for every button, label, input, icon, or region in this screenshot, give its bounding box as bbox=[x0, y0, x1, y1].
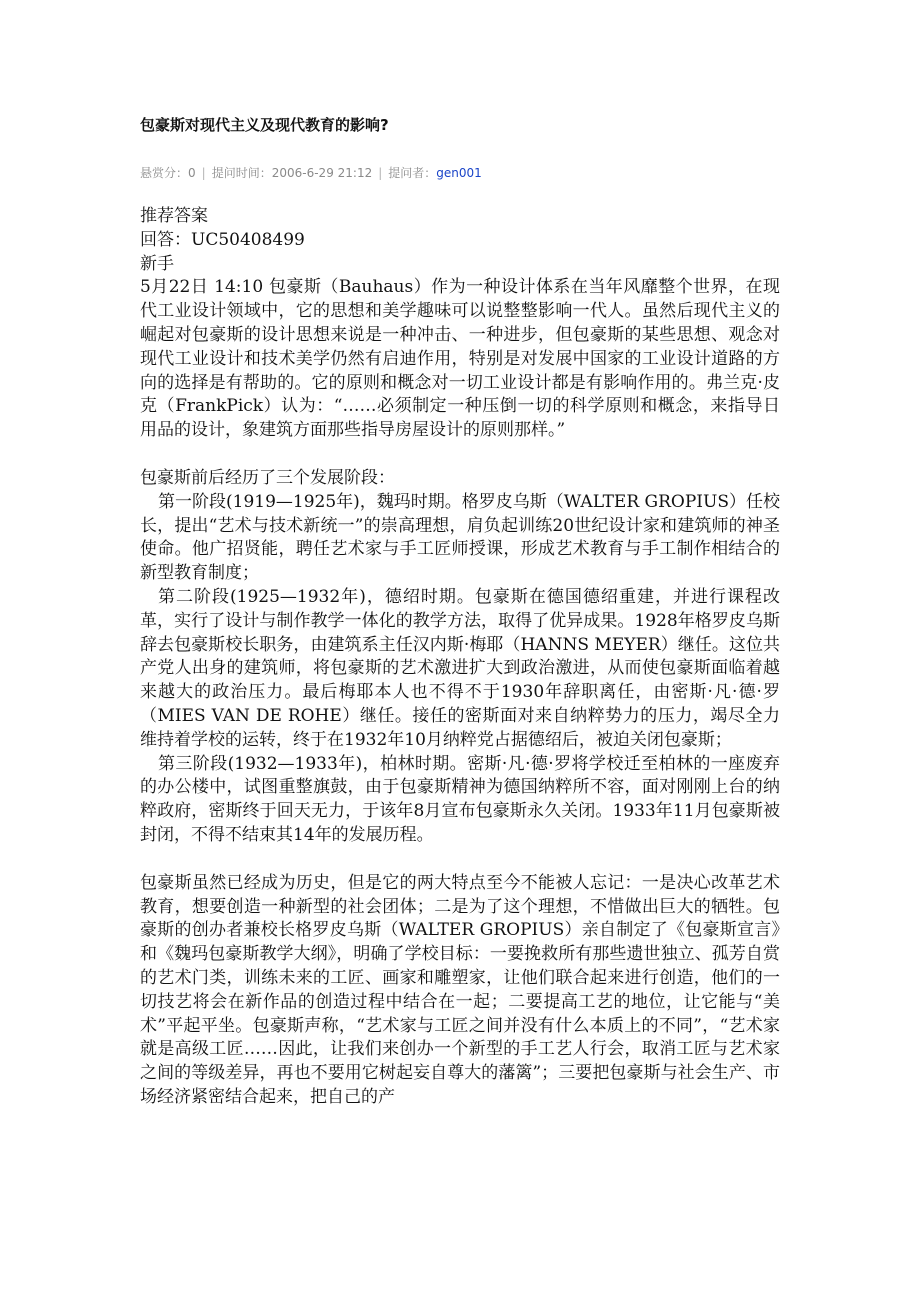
paragraph-gap bbox=[140, 443, 780, 467]
stage-3-paragraph: 第三阶段(1932—1933年)，柏林时期。密斯·凡·德·罗将学校迁至柏林的一座废弃的办公楼中，试图重整旗鼓，由于包豪斯精神为德国纳粹所不容，面对刚刚上台的纳粹政府，密斯终于回天无力，于该年8月宣布包豪斯永久关闭。1933年11月包豪斯被封闭，不得不结束其14年的发展历程。 bbox=[140, 753, 780, 845]
reward-label: 悬赏分： bbox=[140, 166, 189, 180]
meta-separator: | bbox=[201, 166, 206, 180]
question-meta bbox=[140, 164, 482, 181]
legacy-paragraph: 包豪斯虽然已经成为历史，但是它的两大特点至今不能被人忘记：一是决心改革艺术教育，想要创造一种新型的社会团体；二是为了这个理想，不惜做出巨大的牺牲。包豪斯的创办者兼校长格罗皮乌斯（WALTER GROPIUS）亲自制定了《包豪斯宣言》和《魏玛包豪斯教学大纲》，明确了学校目标：一要挽救所有那些遗世独立、孤芳自赏的艺术门类，训练未来的工匠、画家和雕塑家，让他们联合起来进行创造，他们的一切技艺将会在新作品的创造过程中结合在一起；二要提高工艺的地位，让它能与“美术”平起平坐。包豪斯声称，“艺术家与工匠之间并没有什么本质上的不同”，“艺术家就是高级工匠……因此，让我们来创办一个新型的手工艺人行会，取消工匠与艺术家之间的等级差异，再也不要用它树起妄自尊大的藩篱”；三要把包豪斯与社会生产、市场经济紧密结合起来，把自己的产 bbox=[140, 872, 780, 1107]
reward-value: 0 bbox=[188, 166, 196, 180]
answer-heading: 推荐答案 bbox=[140, 206, 208, 226]
asker-label: 提问者： bbox=[388, 166, 437, 180]
asker-link[interactable]: gen001 bbox=[436, 166, 482, 180]
answer-content bbox=[140, 205, 780, 1110]
meta-separator: | bbox=[378, 166, 383, 180]
stage-2-paragraph: 第二阶段(1925—1932年)，德绍时期。包豪斯在德国德绍重建，并进行课程改革，实行了设计与制作教学一体化的教学方法，取得了优异成果。1928年格罗皮乌斯辞去包豪斯校长职务，由建筑系主任汉内斯·梅耶（HANNS MEYER）继任。这位共产党人出身的建筑师，将包豪斯的艺术激进扩大到政治激进，从而使包豪斯面临着越来越大的政治压力。最后梅耶本人也不得不于1930年辞职离任，由密斯·凡·德·罗（MIES VAN DE ROHE）继任。接任的密斯面对来自纳粹势力的压力，竭尽全力维持着学校的运转，终于在1932年10月纳粹党占据德绍后，被迫关闭包豪斯； bbox=[140, 586, 780, 750]
answer-rank: 新手 bbox=[140, 253, 174, 274]
stages-heading: 包豪斯前后经历了三个发展阶段： bbox=[140, 467, 395, 488]
stage-1-paragraph: 第一阶段(1919—1925年)，魏玛时期。格罗皮乌斯（WALTER GROPIUS）任校长，提出“艺术与技术新统一”的崇高理想，肩负起训练20世纪设计家和建筑师的神圣使命。他广招贤能，聘任艺术家与手工匠师授课，形成艺术教育与手工制作相结合的新型教育制度； bbox=[140, 491, 780, 584]
question-title: 包豪斯对现代主义及现代教育的影响? bbox=[140, 116, 389, 134]
answer-author: 回答：UC50408499 bbox=[140, 229, 305, 250]
paragraph-gap bbox=[140, 848, 780, 872]
intro-paragraph: 5月22日 14:10 包豪斯（Bauhaus）作为一种设计体系在当年风靡整个世界，在现代工业设计领域中，它的思想和美学趣味可以说整整影响一代人。虽然后现代主义的崛起对包豪斯的设计思想来说是一种冲击、一种进步，但包豪斯的某些思想、观念对现代工业设计和技术美学仍然有启迪作用，特别是对发展中国家的工业设计道路的方向的选择是有帮助的。它的原则和概念对一切工业设计都是有影响作用的。弗兰克·皮克（FrankPick）认为：“……必须制定一种压倒一切的科学原则和概念，来指导日用品的设计，象建筑方面那些指导房屋设计的原则那样。” bbox=[140, 277, 780, 441]
time-value: 2006-6-29 21:12 bbox=[271, 166, 373, 180]
time-label: 提问时间： bbox=[211, 166, 272, 180]
